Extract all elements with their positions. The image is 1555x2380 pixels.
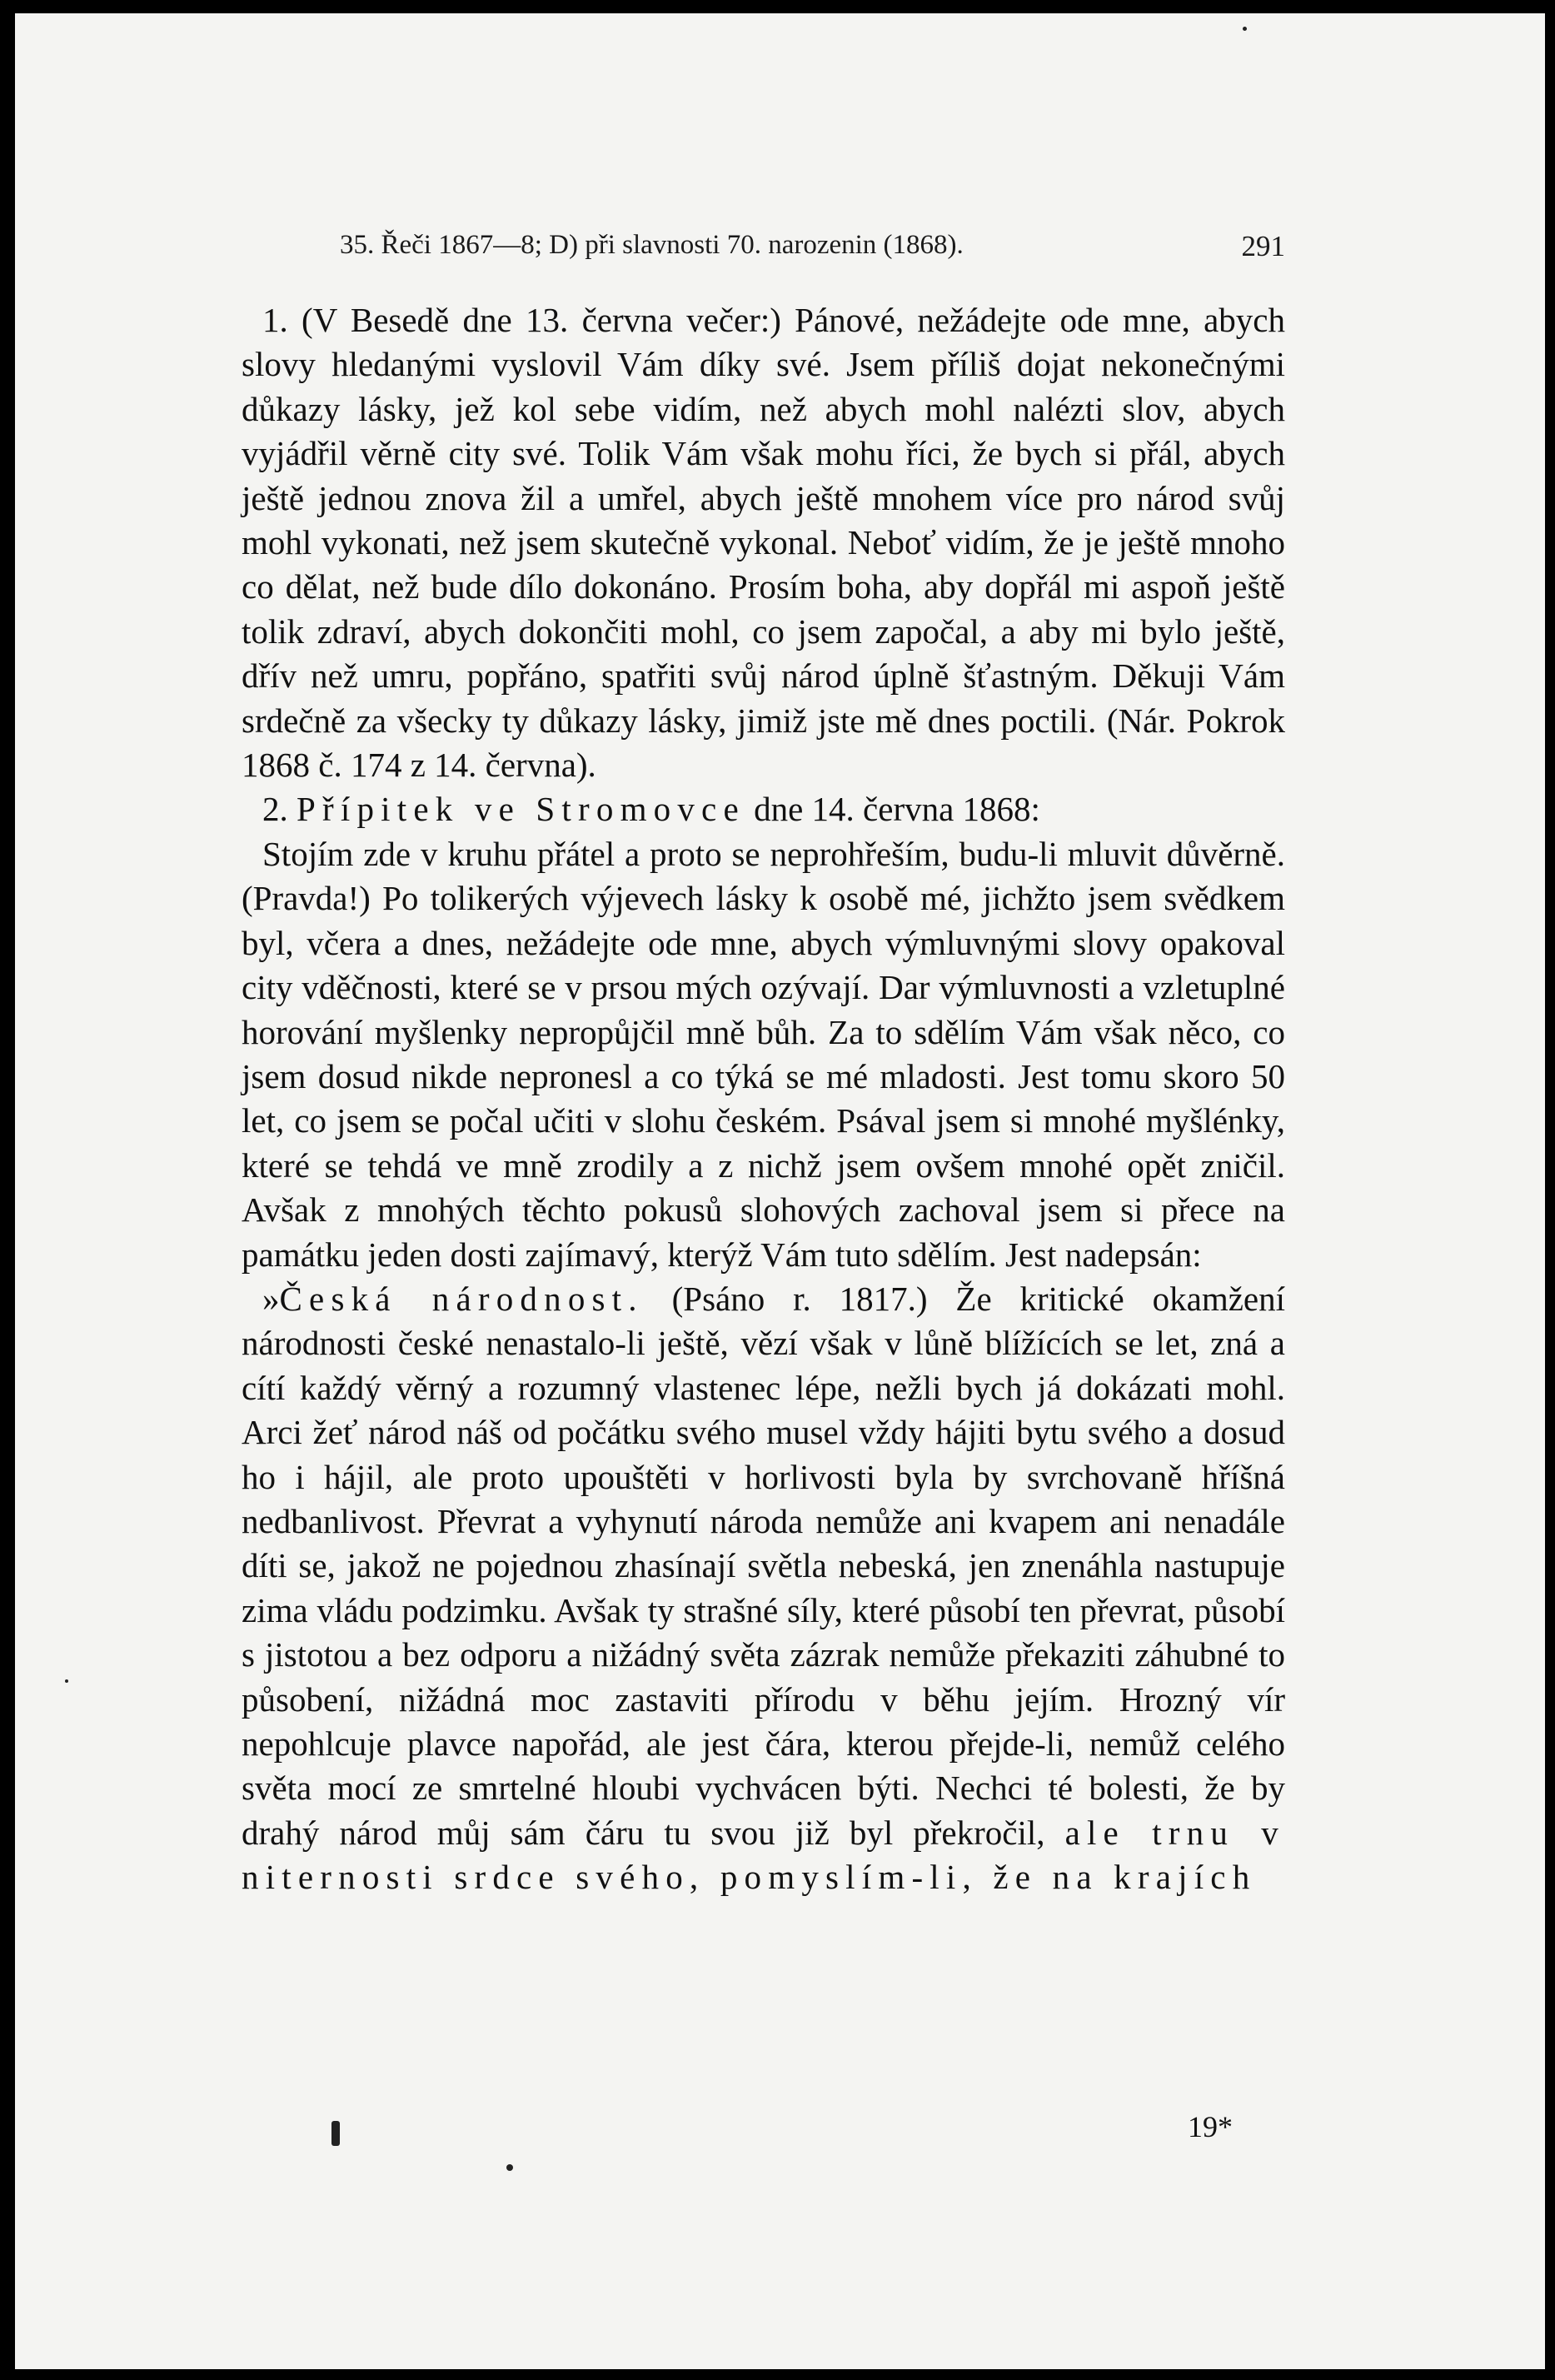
- toast-heading-date: dne 14. června 1868:: [745, 790, 1040, 829]
- page-number: 291: [1241, 230, 1285, 262]
- toast-heading-number: 2.: [262, 790, 297, 829]
- signature-mark: 19*: [1188, 2110, 1233, 2143]
- toast-heading: [242, 787, 1285, 831]
- toast-paragraph: Stojím zde v kruhu přátel a proto se neprohřeším, budu-li mluvit důvěrně. (Pravda!) Po tolikerých výjevech lásky k osobě mé, jichžto jsem svědkem byl, včera a dnes, nežádejte ode mne, abych výmluvnými slovy opakoval city vděčnosti, které se v prsou mých ozývají. Dar výmluvnosti a vzletuplné horování myšlenky nepropůjčil mně bůh. Za to sdělím Vám však něco, co jsem dosud nikde nepronesl a co týká se mé mladosti. Jest tomu skoro 50 let, co jsem se počal učiti v slohu českém. Psával jsem si mnohé myšlénky, které se tehdá ve mně zrodily a z nichž jsem ovšem mnohé opět zničil. Avšak z mnohých těchto pokusů slohových zachoval jsem si přece na památku jeden dosti zajímavý, kterýž Vám tuto sdělím. Jest nadepsán:: [242, 834, 1285, 1274]
- quote-open-mark: »: [262, 1279, 280, 1318]
- print-speck: [1243, 27, 1247, 31]
- quoted-essay-emphasis: ale trnu v niternosti srdce svého, pomyslím-li, že na krajích: [242, 1813, 1285, 1897]
- speech-1-paragraph: 1. (V Besedě dne 13. června večer:) Pánové, nežádejte ode mne, abych slovy hledanými vyslovil Vám díky své. Jsem příliš dojat nekonečnými důkazy lásky, jež kol sebe vidím, než abych mohl nalézti slov, abych vyjádřil věrně city své. Tolik Vám však mohu říci, že bych si přál, abych ještě jednou znova žil a umřel, abych ještě mnohem více pro národ svůj mohl vykonati, než jsem skutečně vykonal. Neboť vidím, že je ještě mnoho co dělat, než bude dílo dokonáno. Prosím boha, aby dopřál mi aspoň ještě tolik zdraví, abych dokončiti mohl, co jsem započal, a aby mi bylo ještě, dřív než umru, popřáno, spatřiti svůj národ úplně šťastným. Děkuji Vám srdečně za všecky ty důkazy lásky, jimiž jste mě dnes poctili. (Nár. Pokrok 1868 č. 174 z 14. června).: [242, 301, 1285, 785]
- quoted-essay-paragraph: [242, 1277, 1285, 1900]
- book-page: [15, 13, 1545, 2369]
- quoted-essay-text: (Psáno r. 1817.) Že kritické okamžení národnosti české nenastalo-li ještě, vězí však v lůně blížících se let, zná a cítí každý věrný a rozumný vlastenec lépe, nežli bych já dokázati mohl. Arci žeť národ náš od počátku svého musel vždy hájiti bytu svého a dosud ho i hájil, ale proto upouštěti v horlivosti byla by svrchovaně hříšná nedbanlivost. Převrat a vyhynutí národa nemůže ani kvapem ani nenadále díti se, jakož ne pojednou zhasínají světla nebeská, jen znenáhla nastupuje zima vládu podzimku. Avšak ty strašné síly, které působí ten převrat, působí s jistotou a bez odporu a nižádný světa zázrak nemůže překaziti záhubné to působení, nižádná moc zastaviti přírodu v běhu jejím. Hrozný vír nepohlcuje plavce napořád, ale jest čára, kterou přejde-li, nemůž celého světa mocí ze smrtelné hloubi vychvácen býti. Nechci té bolesti, že by drahý národ můj sám čáru tu svou již byl překročil,: [242, 1279, 1285, 1852]
- running-head: [340, 222, 1285, 272]
- print-speck: [65, 1679, 68, 1683]
- toast-heading-title: Přípitek ve Stromovce: [297, 790, 745, 829]
- print-speck: [506, 2164, 513, 2171]
- print-speck: [331, 2121, 340, 2146]
- page-body: [242, 298, 1285, 1900]
- running-head-title: 35. Řeči 1867—8; D) při slavnosti 70. narozenin (1868).: [340, 230, 964, 260]
- quoted-essay-title: Česká národnost.: [279, 1279, 644, 1318]
